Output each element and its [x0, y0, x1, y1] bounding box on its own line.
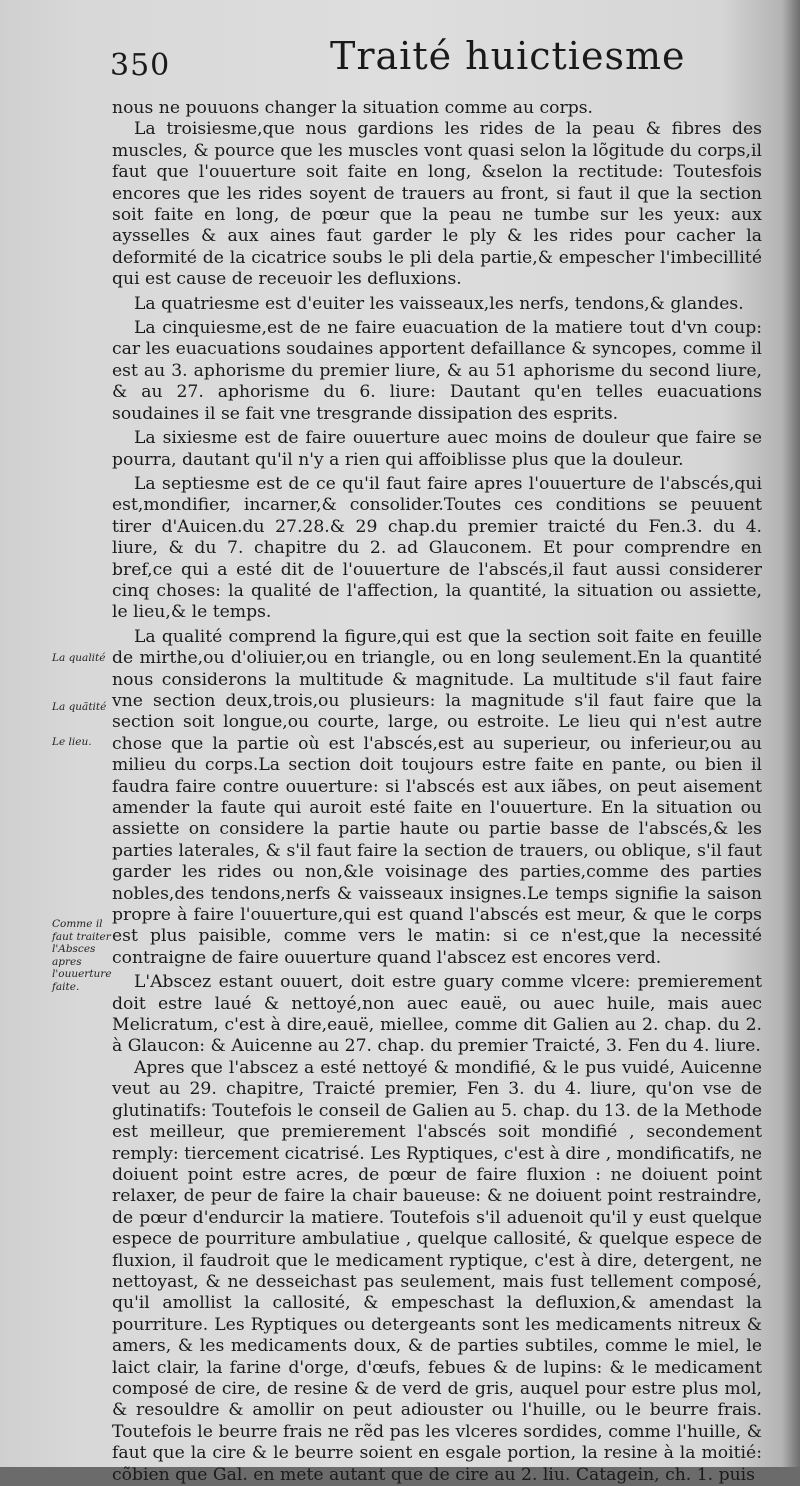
marginal-note-quantite: La quãtité	[52, 701, 107, 713]
marginal-note-traiter-absces: Comme il faut traiter l'Absces apres l'ouuerture faite.	[52, 918, 112, 993]
paragraph-troisiesme: La troisiesme,que nous gardions les rides de la peau & fibres des muscles, & pource que les muscles vont quasi selon la lõgitude du corps,il faut que l'ouuerture soit faite en long, &selon la rectitude: Toutesfois encores que les rides soyent de trauers au front, si faut il que la section soit faite en long, de pœur que la peau ne tumbe sur les yeux: aux aysselles & aux aines faut garder le ply & les rides pour cacher la deformité de la cicatrice soubs le pli dela partie,& empescher l'imbecillité qui est cause de receuoir les defluxions.	[112, 119, 762, 290]
marginal-note-qualite: La qualité	[52, 652, 106, 664]
page-gutter-shadow	[782, 0, 800, 1467]
running-title: Traité huictiesme	[330, 34, 686, 78]
paragraph-apres-abscez: Apres que l'abscez a esté nettoyé & mondifié, & le pus vuidé, Auicenne veut au 29. chapitre, Traicté premier, Fen 3. du 4. liure, qu'on vse de glutinatifs: Toutefois le conseil de Galien au 5. chap. du 13. de la Methode est meilleur, que premierement l'abscés soit mondifié , secondement remply: tiercement cicatrisé. Les Ryptiques, c'est à dire , mondificatifs, ne doiuent point estre acres, de pœur de faire fluxion : ne doiuent point relaxer, de peur de faire la chair baueuse: & ne doiuent point restraindre, de pœur d'endurcir la matiere. Toutefois s'il aduenoit qu'il y eust quelque espece de pourriture ambulatiue , quelque callosité, & quelque espece de fluxion, il faudroit que le medicament ryptique, c'est à dire, detergent, ne nettoyast, & ne desseichast pas seulement, mais fust tellement composé, qu'il amollist la callosité, & empeschast la defluxion,& amendast la pourriture. Les Ryptiques ou detergeants sont les medicaments nitreux & amers, & les medicaments doux, & de parties subtiles, comme le miel, le laict clair, la farine d'orge, d'œufs, febues & de lupins: & le medicament composé de cire, de resine & de verd de gris, auquel pour estre plus mol, & resouldre & amollir on peut adiouster ou l'huille, ou le beurre frais. Toutefois le beurre frais ne rẽd pas les vlceres sordides, comme l'huille, & faut que la cire & le beurre soient en esgale portion, la resine à la moitié: cõbien que Gal. en mete autant que de cire au 2. liu. Catagein, ch. 1. puis	[112, 1057, 762, 1485]
page-number: 350	[110, 48, 171, 83]
main-text	[112, 98, 762, 1486]
paragraph-quatriesme: La quatriesme est d'euiter les vaisseaux,les nerfs, tendons,& glandes.	[134, 293, 744, 314]
paragraph-sixiesme: La sixiesme est de faire ouuerture auec moins de douleur que faire se pourra, dautant qu'il n'y a rien qui affoiblisse plus que la douleur.	[112, 428, 762, 470]
paragraph-septiesme: La septiesme est de ce qu'il faut faire apres l'ouuerture de l'abscés,qui est,mondifier, incarner,& consolider.Toutes ces conditions se peuuent tirer d'Auicen.du 27.28.& 29 chap.du premier traicté du Fen.3. du 4. liure, & du 7. chapitre du 2. ad Glauconem. Et pour comprendre en bref,ce qui a esté dit de l'ouuerture de l'abscés,il faut aussi considerer cinq choses: la qualité de l'affection, la quantité, la situation ou assiette, le lieu,& le temps.	[112, 473, 762, 623]
page-header	[110, 28, 770, 88]
paragraph-qualite: La qualité comprend la figure,qui est que la section soit faite en feuille de mirthe,ou d'oliuier,ou en triangle, ou en long seulement.En la quantité nous considerons la multitude & magnitude. La multitude s'il faut faire vne section deux,trois,ou plusieurs: la magnitude s'il faut faire que la section soit longue,ou courte, large, ou estroite. Le lieu qui n'est autre chose que la partie où est l'abscés,est au superieur, ou inferieur,ou au milieu du corps.La section doit toujours estre faite en pante, ou bien il faudra faire contre ouuerture: si l'abscés est aux iãbes, on peut aisement amender la faute qui auroit esté faite en l'ouuerture. En la situation ou assiette on considere la partie haute ou partie basse de l'abscés,& les parties laterales, & s'il faut faire la section de trauers, ou oblique, s'il faut garder les rides ou non,&le voisinage des parties,comme des parties nobles,des tendons,nerfs & vaisseaux insignes.Le temps signifie la saison propre à faire l'ouuerture,qui est quand l'abscés est meur, & que le corps est plus paisible, comme vers le matin: si ce n'est,que la necessité contraigne de faire ouuerture quand l'abscez est encores verd.	[112, 626, 762, 968]
paragraph-cinquiesme: La cinquiesme,est de ne faire euacuation de la matiere tout d'vn coup: car les euacuations soudaines apportent defaillance & syncopes, comme il est au 3. aphorisme du premier liure, & au 51 aphorisme du second liure, & au 27. aphorisme du 6. liure: Dautant qu'en telles euacuations soudaines il se fait vne tresgrande dissipation des esprits.	[112, 318, 762, 424]
paragraph-continuation: nous ne pouuons changer la situation comme au corps.	[112, 98, 594, 118]
marginal-note-lieu: Le lieu.	[52, 736, 92, 748]
paragraph-abscez-ouuert: L'Abscez estant ouuert, doit estre guary comme vlcere: premierement doit estre laué & nettoyé,non auec eauë, ou auec huile, mais auec Melicratum, c'est à dire,eauë, miellee, comme dit Galien au 2. chap. du 2. à Glaucon: & Auicenne au 27. chap. du premier Traicté, 3. Fen du 4. liure.	[112, 972, 762, 1057]
